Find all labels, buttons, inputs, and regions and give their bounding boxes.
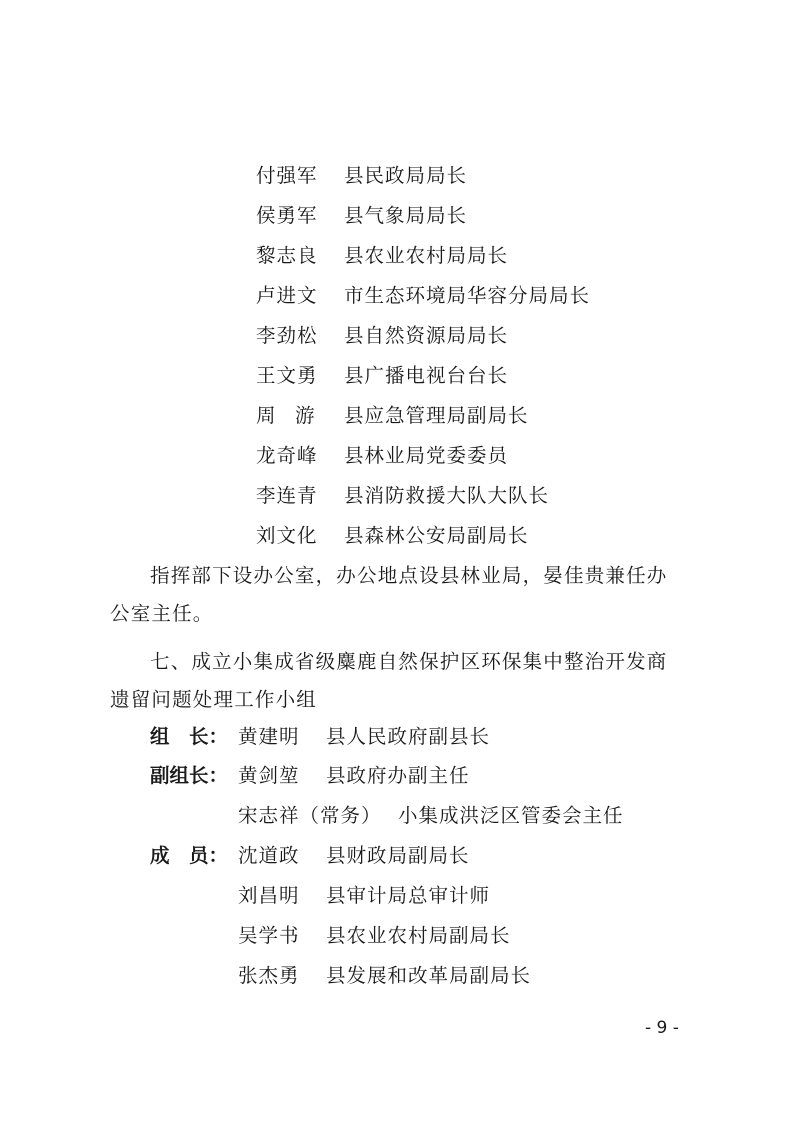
list-item (256, 364, 508, 388)
leader-name: 黄建明 (238, 725, 300, 748)
member-name: 侯勇军 (256, 204, 318, 227)
deputy-label: 副组长： (150, 764, 229, 787)
member-name: 张杰勇 (238, 964, 300, 987)
section-heading: 七、成立小集成省级麋鹿自然保护区环保集中整治开发商 (150, 650, 668, 673)
deputy-name: 宋志祥（常务） (238, 804, 382, 827)
member-name: 吴学书 (238, 924, 300, 947)
member-title: 县农业农村局局长 (344, 244, 509, 267)
list-item (256, 244, 508, 268)
list-item (238, 924, 511, 948)
member-title: 县农业农村局副局长 (326, 924, 511, 947)
list-item (238, 884, 490, 908)
member-title: 市生态环境局华容分局局长 (344, 284, 591, 307)
member-title: 县消防救援大队大队长 (344, 484, 550, 507)
member-name: 卢进文 (256, 284, 318, 307)
deputy-title: 县政府办副主任 (326, 764, 470, 787)
list-item (256, 524, 529, 548)
member-title: 县气象局局长 (344, 204, 468, 227)
member-name: 刘昌明 (238, 884, 300, 907)
leader-title: 县人民政府副县长 (326, 725, 491, 748)
leader-row (150, 725, 490, 749)
list-item (256, 404, 529, 428)
member-name: 王文勇 (256, 364, 318, 387)
deputy-name: 黄剑堃 (238, 764, 300, 787)
deputy-row (150, 764, 470, 788)
leader-label: 组 长： (150, 725, 229, 748)
member-title: 县林业局党委委员 (344, 444, 509, 467)
member-name: 李劲松 (256, 324, 318, 347)
member-name: 李连青 (256, 484, 318, 507)
list-item (256, 484, 549, 508)
deputy-row (238, 804, 624, 828)
office-note-continued: 公室主任。 (110, 602, 214, 625)
list-item (256, 204, 467, 228)
member-row (150, 844, 470, 868)
list-item (238, 964, 531, 988)
member-title: 县应急管理局副局长 (344, 404, 529, 427)
members-label: 成 员： (150, 844, 229, 867)
member-title: 县森林公安局副局长 (344, 524, 529, 547)
office-note: 指挥部下设办公室，办公地点设县林业局，晏佳贵兼任办 (150, 564, 668, 587)
deputy-title: 小集成洪泛区管委会主任 (398, 804, 624, 827)
member-title: 县自然资源局局长 (344, 324, 509, 347)
member-title: 县广播电视台台长 (344, 364, 509, 387)
member-title: 县发展和改革局副局长 (326, 964, 532, 987)
member-name: 刘文化 (256, 524, 318, 547)
member-title: 县财政局副局长 (326, 844, 470, 867)
page-number: - 9 - (645, 1018, 679, 1038)
member-title: 县审计局总审计师 (326, 884, 491, 907)
list-item (256, 324, 508, 348)
list-item (256, 284, 590, 308)
section-heading-continued: 遗留问题处理工作小组 (110, 688, 318, 711)
member-title: 县民政局局长 (344, 164, 468, 187)
member-name: 黎志良 (256, 244, 318, 267)
member-name: 龙奇峰 (256, 444, 318, 467)
member-name: 周 游 (256, 404, 315, 427)
member-name: 沈道政 (238, 844, 300, 867)
member-name: 付强军 (256, 164, 318, 187)
list-item (256, 444, 508, 468)
list-item (256, 164, 467, 188)
